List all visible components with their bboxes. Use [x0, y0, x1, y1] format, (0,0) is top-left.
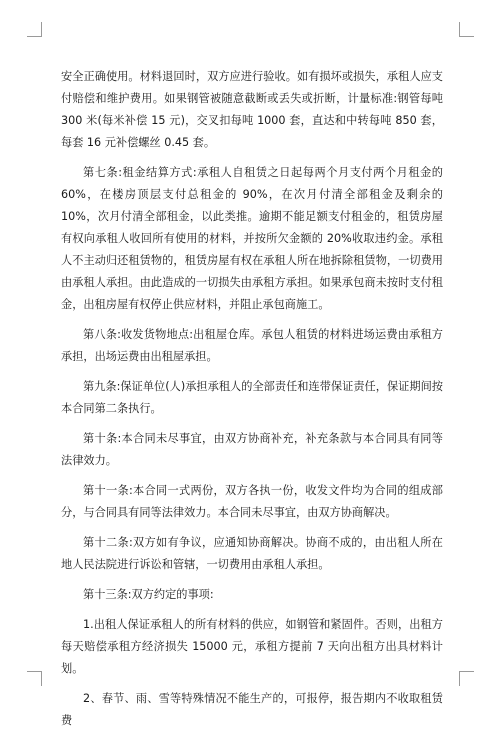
paragraph-article-8: 第八条:收发货物地点:出租屋仓库。承包人租赁的材料进场运费由承租方承担，出场运费由出租屋承担。	[61, 328, 443, 363]
document-body	[61, 66, 443, 732]
paragraph-article-13: 第十三条:双方约定的事项:	[83, 588, 214, 601]
crop-mark-bottom-left	[27, 671, 42, 686]
paragraph-article-10: 第十条:本合同未尽事宜，由双方协商补充，补充条款与本合同具有同等法律效力。	[61, 432, 443, 467]
paragraph-article-12: 第十二条:双方如有争议，应通知协商解决。协商不成的，由出租人所在地人民法院进行诉讼和管辖，一切费用由承租人承担。	[61, 536, 443, 571]
crop-mark-top-right	[459, 22, 474, 37]
paragraph-article-11: 第十一条:本合同一式两份，双方各执一份，收发文件均为合同的组成部分，与合同具有同等法律效力。本合同未尽事宜，由双方协商解决。	[61, 484, 443, 519]
paragraph-article-9: 第九条:保证单位(人)承担承租人的全部责任和连带保证责任，保证期间按本合同第二条执行。	[61, 380, 443, 415]
crop-mark-top-left	[27, 22, 42, 37]
crop-mark-bottom-right	[459, 671, 474, 686]
paragraph-continued: 安全正确使用。材料退回时，双方应进行验收。如有损坏或损失，承租人应支付赔偿和维护费用。如果钢管被随意截断或丢失或折断，计量标准:钢管每吨 300 米(每米补偿 15 元)，交叉扣每吨 1000 套，直达和中转每吨 850 套，每套 16 元补偿螺丝 0.45 套。	[61, 70, 443, 149]
paragraph-article-7: 第七条:租金结算方式:承租人自租赁之日起每两个月支付两个月租金的 60%，在楼房顶层支付总租金的 90%，在次月付清全部租金及剩余的 10%，次月付清全部租金，以此类推。逾期不能足额支付租金的，租赁房屋有权向承租人收回所有使用的材料，并按所欠金额的 20%收取违约金。承租人不主动归还租赁物的，租赁房屋有权在承租人所在地拆除租赁物，一切费用由承租人承担。由此造成的一切损失由承租方承担。如果承包商未按时支付租金，出租房屋有权停止供应材料，并阻止承包商施工。	[61, 166, 443, 311]
paragraph-item-2: 2、春节、雨、雪等特殊情况不能生产的，可报停，报告期内不收取租赁费	[61, 692, 443, 727]
paragraph-item-1: 1.出租人保证承租人的所有材料的供应，如钢管和紧固件。否则，出租方每天赔偿承租方经济损失 15000 元，承租方提前 7 天向出租方出具材料计划。	[61, 618, 443, 675]
